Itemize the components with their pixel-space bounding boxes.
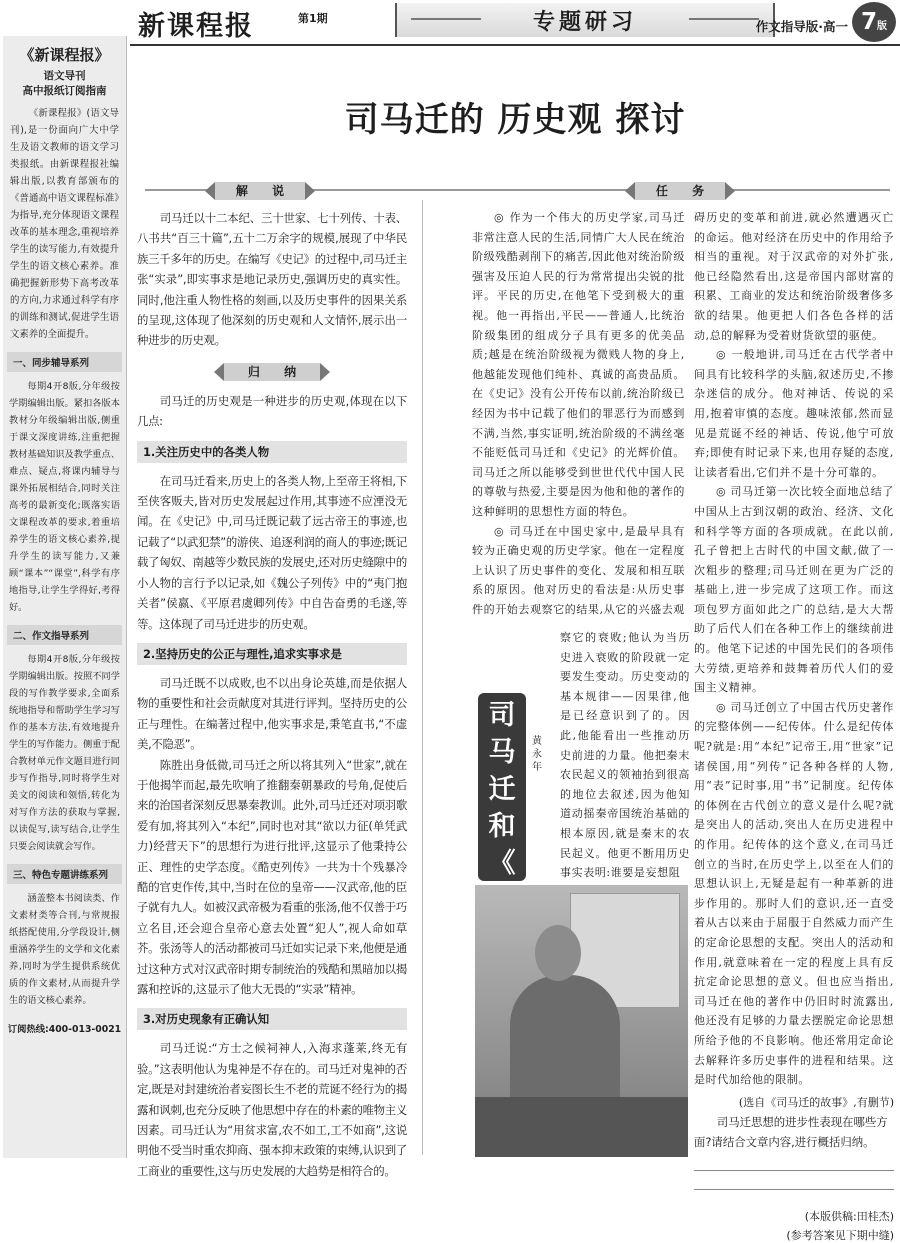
sidebar-section-title: 二、作文指导系列 [7, 625, 122, 645]
sidebar-section-title: 三、特色专题讲练系列 [7, 864, 122, 884]
masthead-rule [130, 44, 900, 46]
side-title-char: 司 [488, 700, 516, 731]
tag-summary: 归 纳 [224, 363, 320, 381]
page-unit: 版 [877, 21, 887, 32]
task-paragraph-2-part: ◎ 司马迁在中国史家中,是最早具有较为正确史观的历史学家。他在一定程度上认识了历史事件的变化、发展和相互联系的原因。他对历史的看法是:从历史事件的开始去观察它的结果,从它的兴盛去观 [472, 524, 685, 616]
sidebar-intro: 《新课程报》(语文导刊),是一份面向广大中学生及语文教师的语文学习类报纸。由新课程报社编辑出版,以教育部颁布的《普通高中语文课程标准》为指导,充分体现语文课程改革的基本理念,重视培养学生的读写能力,有效提升学生的语文核心素养。准确把握新形势下高考改革的方向,力求通过科学有序的训练和测试,促进学生语文素养的全面提升。 [10, 108, 119, 340]
summary-tag-wrap [224, 363, 320, 381]
answer-line [694, 1189, 894, 1190]
middle-column [472, 208, 685, 619]
title-part-2: 历史观 [497, 100, 603, 140]
side-article-author: 黄永年 [532, 736, 542, 773]
section-banner [395, 3, 775, 37]
subscription-hotline: 订阅热线:400-013-0021 [7, 1024, 122, 1035]
article-title [130, 92, 900, 141]
point-2-title: 2.坚持历史的公正与理性,追求实事求是 [137, 643, 407, 665]
explain-text: 司马迁以十二本纪、三十世家、七十列传、十表、八书共“百三十篇”,五十二万余字的规模,展现了中华民族三千多年的历史。在编写《史记》的过程中,司马迁主张“实录”,即实事求是地记录历史,强调历史的真实性。同时,他注重人物性格的刻画,以及历史事件的因果关系的呈现,这体现了他深刻的历史观和人文情怀,展示出一种进步的历史观。 [137, 211, 407, 348]
sidebar-section-text: 涵盖整本书阅读类、作文素材类等合刊,与常规报纸搭配使用,分学段设计,侧重涵养学生的文学和文化素养,同时为学生提供系统优质的作文素材,从而提升学生的语文核心素养。 [9, 893, 120, 1006]
sidebar-subtitle-1: 语文导刊 [43, 70, 86, 82]
task-paragraph-3: ◎ 一般地讲,司马迁在古代学者中间具有比较科学的头脑,叙述历史,不掺杂迷信的成分。他对神话、传说的采用,抱着审慎的态度。趣味浓郁,然而显见是荒诞不经的神话、传说,他宁可放弃;即使有时记录下来,也用存疑的态度,让读者看出,它们并不是十分可靠的。 [694, 348, 894, 479]
page-number: 7 [860, 9, 877, 35]
side-article-title [478, 693, 526, 881]
side-title-char: 和 [488, 811, 516, 842]
issue-number: 第1期 [298, 12, 328, 25]
side-title-char: 马 [488, 737, 516, 768]
summary-intro: 司马迁的历史观是一种进步的历史观,体现在以下几点: [137, 393, 407, 429]
editor-credit: (本版供稿:田桂杰) [804, 1209, 894, 1223]
task-paragraph-2-wrap [560, 628, 690, 883]
answer-note: (参考答案见下期中缝) [786, 1228, 894, 1242]
task-paragraph-1: ◎ 作为一个伟大的历史学家,司马迁非常注意人民的生活,同情广大人民在统治阶级残酷剥削下的痛苦,因此他对统治阶级强害及压迫人民的行为常常提出尖锐的批评。平民的历史,在他笔下受到极大的重视。他一再指出,平民——普通人,比统治阶级集团的组成分子具有更多的优美品质;越是在统治阶级视为微贱人物的身上,他越能发现他们纯朴、真诚的高贵品质。在《史记》没有公开传布以前,统治阶级已经因为书中记载了他们的罪恶行为而感到不满,当然,事实证明,统治阶级的不满丝毫不能贬低司马迁和《史记》的光辉价值。司马迁之所以能够受到世世代代中国人民的尊敬与热爱,主要是因为他和他的著作的这种鲜明的思想性方面的特色。 [472, 211, 685, 518]
point-3-title: 3.对历史现象有正确认知 [137, 1008, 407, 1030]
sidebar-subtitle-2: 高中报纸订阅指南 [22, 85, 107, 97]
sidebar-section-text: 每期4开8版,分年级按学期编辑出版。按照不同学段的写作教学要求,全面系统地指导和帮助学生学习写作的基本方法,有效地提升学生的写作能力。侧重于配合教材单元作文题目进行同步写作指导,同时将学生对美文的阅读和领悟,转化为对写作方法的获取与掌握,以读促写,读写结合,让学生只要会阅读就会写作。 [9, 654, 120, 852]
sidebar [3, 36, 127, 1158]
sidebar-title: 《新课程报》 [19, 46, 110, 64]
task-paragraph-2-part: 碍历史的变革和前进,就必然遭遇灭亡的命运。他对经济在历史中的作用给予相当的重视。对于汉武帝的对外扩张,他已经隐然看出,这是帝国内部财富的积累、工商业的发达和统治阶级奢侈多欲的结果。他更把人们各色各样的活动,总的解释为受着财货欲望的驱使。 [694, 211, 894, 342]
newspaper-logo: 新课程报 [138, 11, 254, 42]
point-1-text: 在司马迁看来,历史上的各类人物,上至帝王将相,下至侠客贩夫,皆对历史发展起过作用,其事迹不应湮没无闻。在《史记》中,司马迁既记载了远古帝王的事迹,也记载了“以武犯禁”的游侠、追逐利润的商人的事迹;既记载了匈奴、南越等少数民族的发展史,还对历史缝隙中的小人物的言行予以记录,如《魏公子列传》中的“夷门抱关者”侯嬴、《平原君虞卿列传》中自告奋勇的毛遂,等等。这体现了司马迁进步的历史观。 [137, 473, 407, 631]
column-divider [422, 200, 423, 1155]
right-column [694, 208, 894, 1243]
title-part-1: 司马迁的 [344, 100, 485, 140]
section-title: 专题研习 [532, 9, 637, 35]
title-part-3: 探讨 [615, 100, 686, 140]
side-title-char: 迁 [488, 774, 516, 805]
point-3-text: 司马迁说:“方士之候祠神人,入海求蓬莱,终无有验。”这表明他认为鬼神是不存在的。司马迁对鬼神的否定,既是对封建统治者妄图长生不老的荒诞不经行为的揭露和讽刺,也充分反映了他思想中存在的朴素的唯物主义因素。司马迁认为“用贫求富,农不如工,工不如商”,这说明他不受当时重农抑商、强本抑末政策的束缚,认识到了工商业的重要性,这与历史发展的大趋势是相符合的。 [137, 1041, 407, 1178]
section-divider [145, 182, 890, 198]
sima-qian-statue-photo [475, 885, 688, 1157]
masthead [130, 0, 900, 46]
tag-explain: 解 说 [215, 182, 305, 200]
task-paragraph-5: ◎ 司马迁创立了中国古代历史著作的完整体例——纪传体。什么是纪传体呢?就是:用“本纪”记帝王,用“世家”记诸侯国,用“列传”记各种各样的人物,用“表”记时事,用“书”记制度。纪传体的体例在古代创立的意义是什么呢?就是突出人的活动,突出人在历史进程中的作用。纪传体的这个意义,在司马迁创立的当时,在历史学上,以至在人们的思想认识上,无疑是起有一种革新的进步作用的。那时人们的意识,还一直受着从古以来由于屈服于自然威力而产生的定命论思想的支配。突出人的活动和作用,就意味着在一定的程度上具有反抗定命论思想的意义。但也应当指出,司马迁在他的著作中仍旧时时流露出,他还没有足够的力量去摆脱定命论思想所给予他的不良影响。他还常用定命论去解释许多历史事件的进程和结果。这是时代加给他的限制。 [694, 700, 894, 1087]
task-paragraph-4: ◎ 司马迁第一次比较全面地总结了中国从上古到汉朝的政治、经济、文化和科学等方面的各项成就。在此以前,孔子曾把上古时代的中国文献,做了一次粗步的整理;司马迁则在更为广泛的基础上,进一步完成了这项工作。而这项包罗方面如此之广的总结,是大大帮助了后代人们在各种工作上的继续前进的。他笔下记述的中国先民们的各项伟大劳绩,更培养和鼓舞着历代人们的爱国主义精神。 [694, 485, 894, 695]
left-column [137, 208, 407, 1181]
sidebar-section-text: 每期4开8版,分年级按学期编辑出版。紧扣各版本教材分年级编辑出版,侧重于课文深度讲练,注重把握教材基础知识及教学重点、难点、疑点,将课内辅导与课外拓展相结合,同时关注高考的最新变化;既落实语文课程改革的要求,着重培养学生的语文核心素养,提升学生的读写能力,又兼顾“课本”“课堂”,科学有序地指导,让学生学得好,考得好。 [9, 381, 120, 613]
task-paragraph-2-part: 察它的衰败;他认为当历史进入衰败的阶段就一定要发生变动。历史变动的基本规律——因果律,他是已经意识到了的。因此,他能看出一些推动历史前进的力量。他把秦末农民起义的领袖抬到很高的地位去叙述,因为他知道动摇秦帝国统治基础的根本原因,就是秦末的农民起义。他更不断用历史事实表明:谁要是妄想阻 [560, 631, 690, 880]
point-2-text-2: 陈胜出身低微,司马迁之所以将其列入“世家”,就在于他揭竿而起,最先吹响了推翻秦朝暴政的号角,促使后来的治国者深刻反思暴秦教训。此外,司马迁还对项羽歌爱有加,将其列入“本纪”,同时也对其“欲以力征(单凭武力)经营天下”的思想行为进行批评,这显示了他秉持公正、理性的史学态度。《酷吏列传》一共为十个残暴冷酷的官吏作传,其中,当时在位的皇帝——汉武帝,他的臣子就有九人。如被汉武帝极为看重的张汤,他不仅善于巧立名目,还会迎合皇帝心意去处置“犯人”,视人命如草芥。张汤等人的活动都被司马迁如实记录下来,他便是通过这种方式对汉武帝时期专制统治的残酷和黑暗加以揭露和控诉的,这显示了他大无畏的“实录”精神。 [137, 757, 407, 996]
task-question: 司马迁思想的进步性表现在哪些方面?请结合文章内容,进行概括归纳。 [694, 1114, 888, 1149]
point-1-title: 1.关注历史中的各类人物 [137, 441, 407, 463]
page-number-badge [852, 2, 896, 42]
source-note: (选自《司马迁的故事》,有删节) [738, 1095, 894, 1109]
side-title-char: 《 [488, 848, 516, 879]
edition-label: 作文指导版·高一 [755, 19, 848, 34]
tag-task: 任 务 [635, 182, 725, 200]
point-2-text-1: 司马迁既不以成败,也不以出身论英雄,而是依据人物的重要性和社会贡献度对其进行评判。坚持历史的公正与理性。在编著过程中,他实事求是,秉笔直书,“不虚美,不隐恶”。 [137, 675, 407, 752]
sidebar-section-title: 一、同步辅导系列 [7, 352, 122, 372]
answer-line [694, 1170, 894, 1171]
